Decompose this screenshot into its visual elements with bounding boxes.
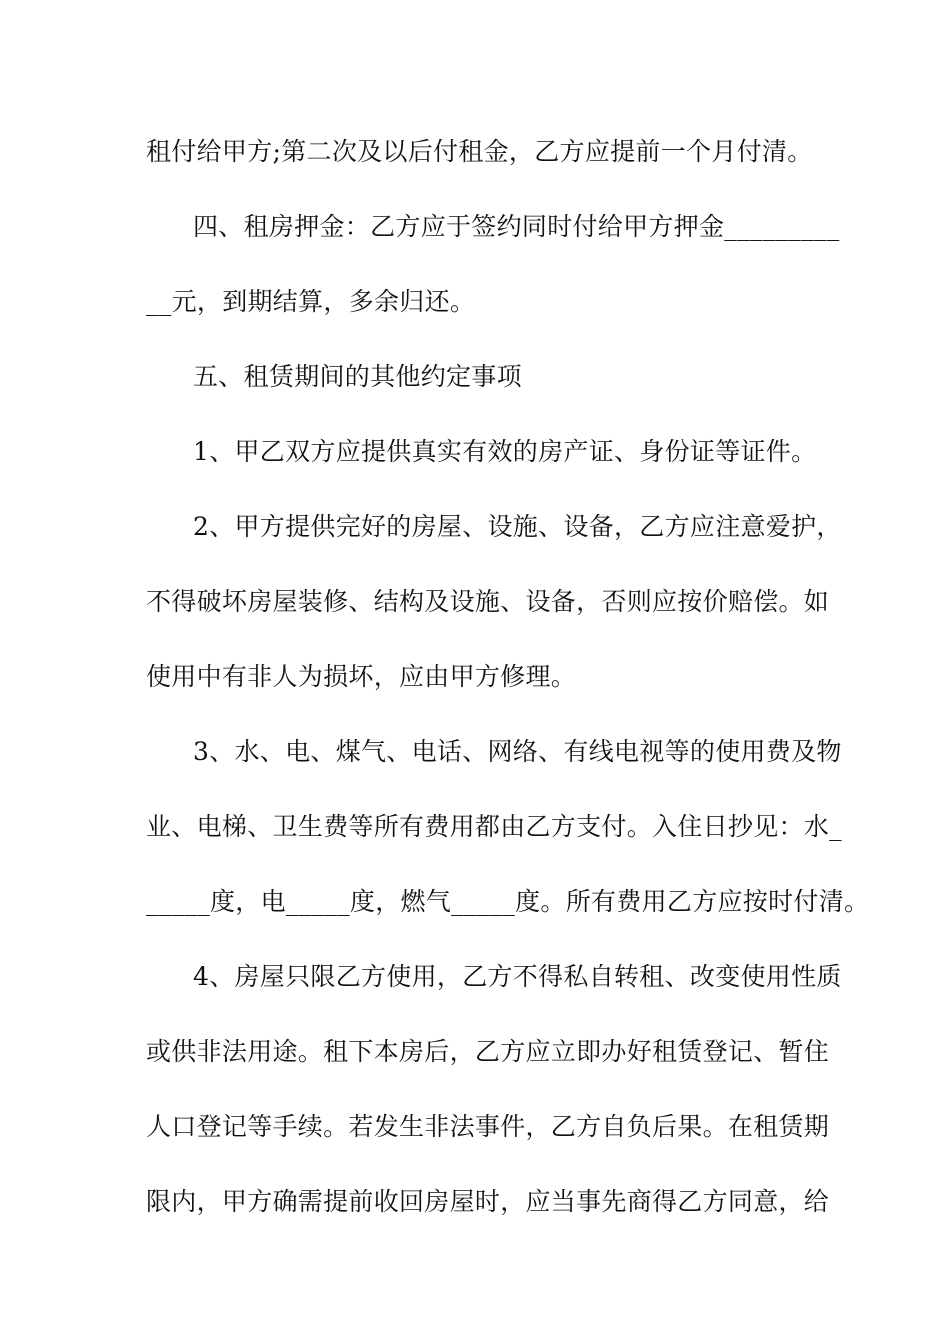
text-line: 人口登记等手续。若发生非法事件，乙方自负后果。在租赁期 [146,1112,830,1141]
paragraph-item-2: 2、甲方提供完好的房屋、设施、设备，乙方应注意爱护， [193,512,842,541]
text-line: 限内，甲方确需提前收回房屋时，应当事先商得乙方同意，给 [146,1187,830,1216]
text-line: 租付给甲方;第二次及以后付租金，乙方应提前一个月付清。 [146,137,813,166]
text-line: _____度，电_____度，燃气_____度。所有费用乙方应按时付清。 [146,887,870,916]
section-heading-other-terms: 五、租赁期间的其他约定事项 [193,362,522,391]
text-line: 或供非法用途。租下本房后，乙方应立即办好租赁登记、暂住 [146,1037,830,1066]
text-line: 业、电梯、卫生费等所有费用都由乙方支付。入住日抄见：水_ [146,812,842,841]
text-line: 使用中有非人为损坏，应由甲方修理。 [146,662,577,691]
paragraph-item-4: 4、房屋只限乙方使用，乙方不得私自转租、改变使用性质 [193,962,842,991]
text-line: 不得破坏房屋装修、结构及设施、设备，否则应按价赔偿。如 [146,587,830,616]
paragraph-item-3: 3、水、电、煤气、电话、网络、有线电视等的使用费及物 [193,737,842,766]
paragraph-item-1: 1、甲乙双方应提供真实有效的房产证、身份证等证件。 [193,437,817,466]
paragraph-deposit: 四、租房押金：乙方应于签约同时付给甲方押金_________ [193,212,840,241]
text-line: __元，到期结算，多余归还。 [146,287,476,316]
